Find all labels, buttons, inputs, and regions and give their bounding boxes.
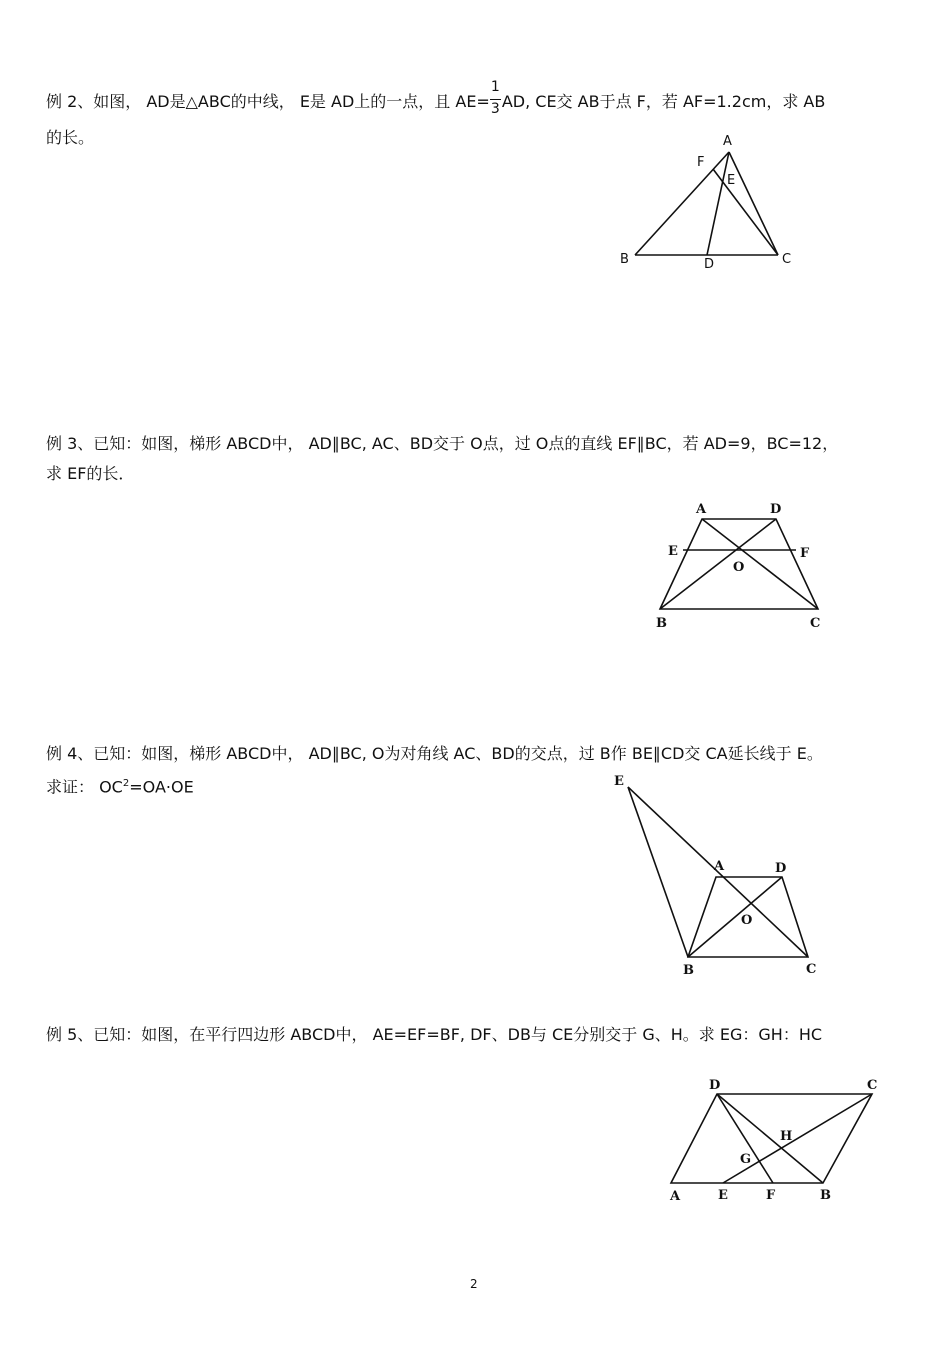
ex4-label-E: E bbox=[614, 774, 624, 789]
ex5-label-E: E bbox=[718, 1188, 728, 1203]
ex2-label-A: A bbox=[723, 134, 732, 149]
ex4-text-line1: 例 4、已知：如图，梯形 ABCD中， AD∥BC, O为对角线 AC、BD的交点，过 B作 BE∥CD交 CA延长线于 E。 bbox=[46, 744, 823, 763]
ex5-parallelogram-figure bbox=[660, 1070, 900, 1215]
ex4-text-line2-part1: 求证： OC bbox=[46, 777, 123, 797]
ex3-label-O: O bbox=[733, 560, 745, 575]
ex5-label-D: D bbox=[709, 1078, 721, 1093]
ex3-label-C: C bbox=[810, 616, 821, 631]
ex3-label-F: F bbox=[800, 546, 810, 561]
ex2-label-F: F bbox=[697, 155, 705, 170]
ex2-text-part1: 例 2、如图， AD是△ABC的中线， E是 AD上的一点，且 AE= bbox=[46, 92, 490, 111]
ex5-label-G: G bbox=[740, 1152, 752, 1167]
page-number: 2 bbox=[470, 1277, 478, 1291]
ex4-text-line2 bbox=[46, 774, 194, 797]
ex2-frac-denominator: 3 bbox=[490, 101, 500, 117]
ex2-label-B: B bbox=[620, 252, 629, 267]
ex4-label-O: O bbox=[741, 913, 753, 928]
ex2-label-C: C bbox=[782, 252, 792, 267]
ex3-text-line2: 求 EF的长． bbox=[46, 464, 135, 483]
ex3-text-line1: 例 3、已知：如图，梯形 ABCD中， AD∥BC, AC、BD交于 O点，过 O点的直线 EF∥BC，若 AD=9，BC=12， bbox=[46, 434, 839, 453]
ex5-label-B: B bbox=[820, 1188, 831, 1203]
ex2-text-line2: 的长。 bbox=[46, 128, 95, 147]
ex2-label-D: D bbox=[704, 257, 715, 272]
ex3-label-A: A bbox=[696, 502, 707, 517]
ex4-text-line2-part2: =OA·OE bbox=[129, 777, 194, 797]
ex4-label-A: A bbox=[714, 859, 725, 874]
ex5-label-C: C bbox=[867, 1078, 878, 1093]
ex5-label-A: A bbox=[670, 1189, 681, 1204]
ex4-trapezoid-figure bbox=[600, 765, 840, 985]
ex3-label-B: B bbox=[656, 616, 667, 631]
ex2-frac-numerator: 1 bbox=[490, 79, 500, 95]
ex2-text-part2: AD, CE交 AB于点 F，若 AF=1.2cm，求 AB bbox=[501, 92, 826, 111]
ex5-text-line1: 例 5、已知：如图，在平行四边形 ABCD中， AE=EF=BF, DF、DB与 CE分别交于 G、H。求 EG：GH：HC bbox=[46, 1025, 823, 1044]
ex2-label-E: E bbox=[727, 173, 736, 188]
ex4-superscript: 2 bbox=[122, 778, 130, 789]
ex3-label-E: E bbox=[668, 544, 678, 559]
ex2-fraction bbox=[490, 79, 502, 117]
ex3-label-D: D bbox=[770, 502, 782, 517]
ex2-text-line1 bbox=[46, 79, 826, 117]
ex4-label-D: D bbox=[775, 861, 787, 876]
ex4-label-B: B bbox=[683, 963, 694, 978]
ex2-triangle-figure bbox=[600, 125, 820, 275]
ex5-label-F: F bbox=[766, 1188, 776, 1203]
ex5-label-H: H bbox=[780, 1129, 793, 1144]
ex4-label-C: C bbox=[806, 962, 817, 977]
ex3-trapezoid-figure bbox=[650, 495, 850, 635]
